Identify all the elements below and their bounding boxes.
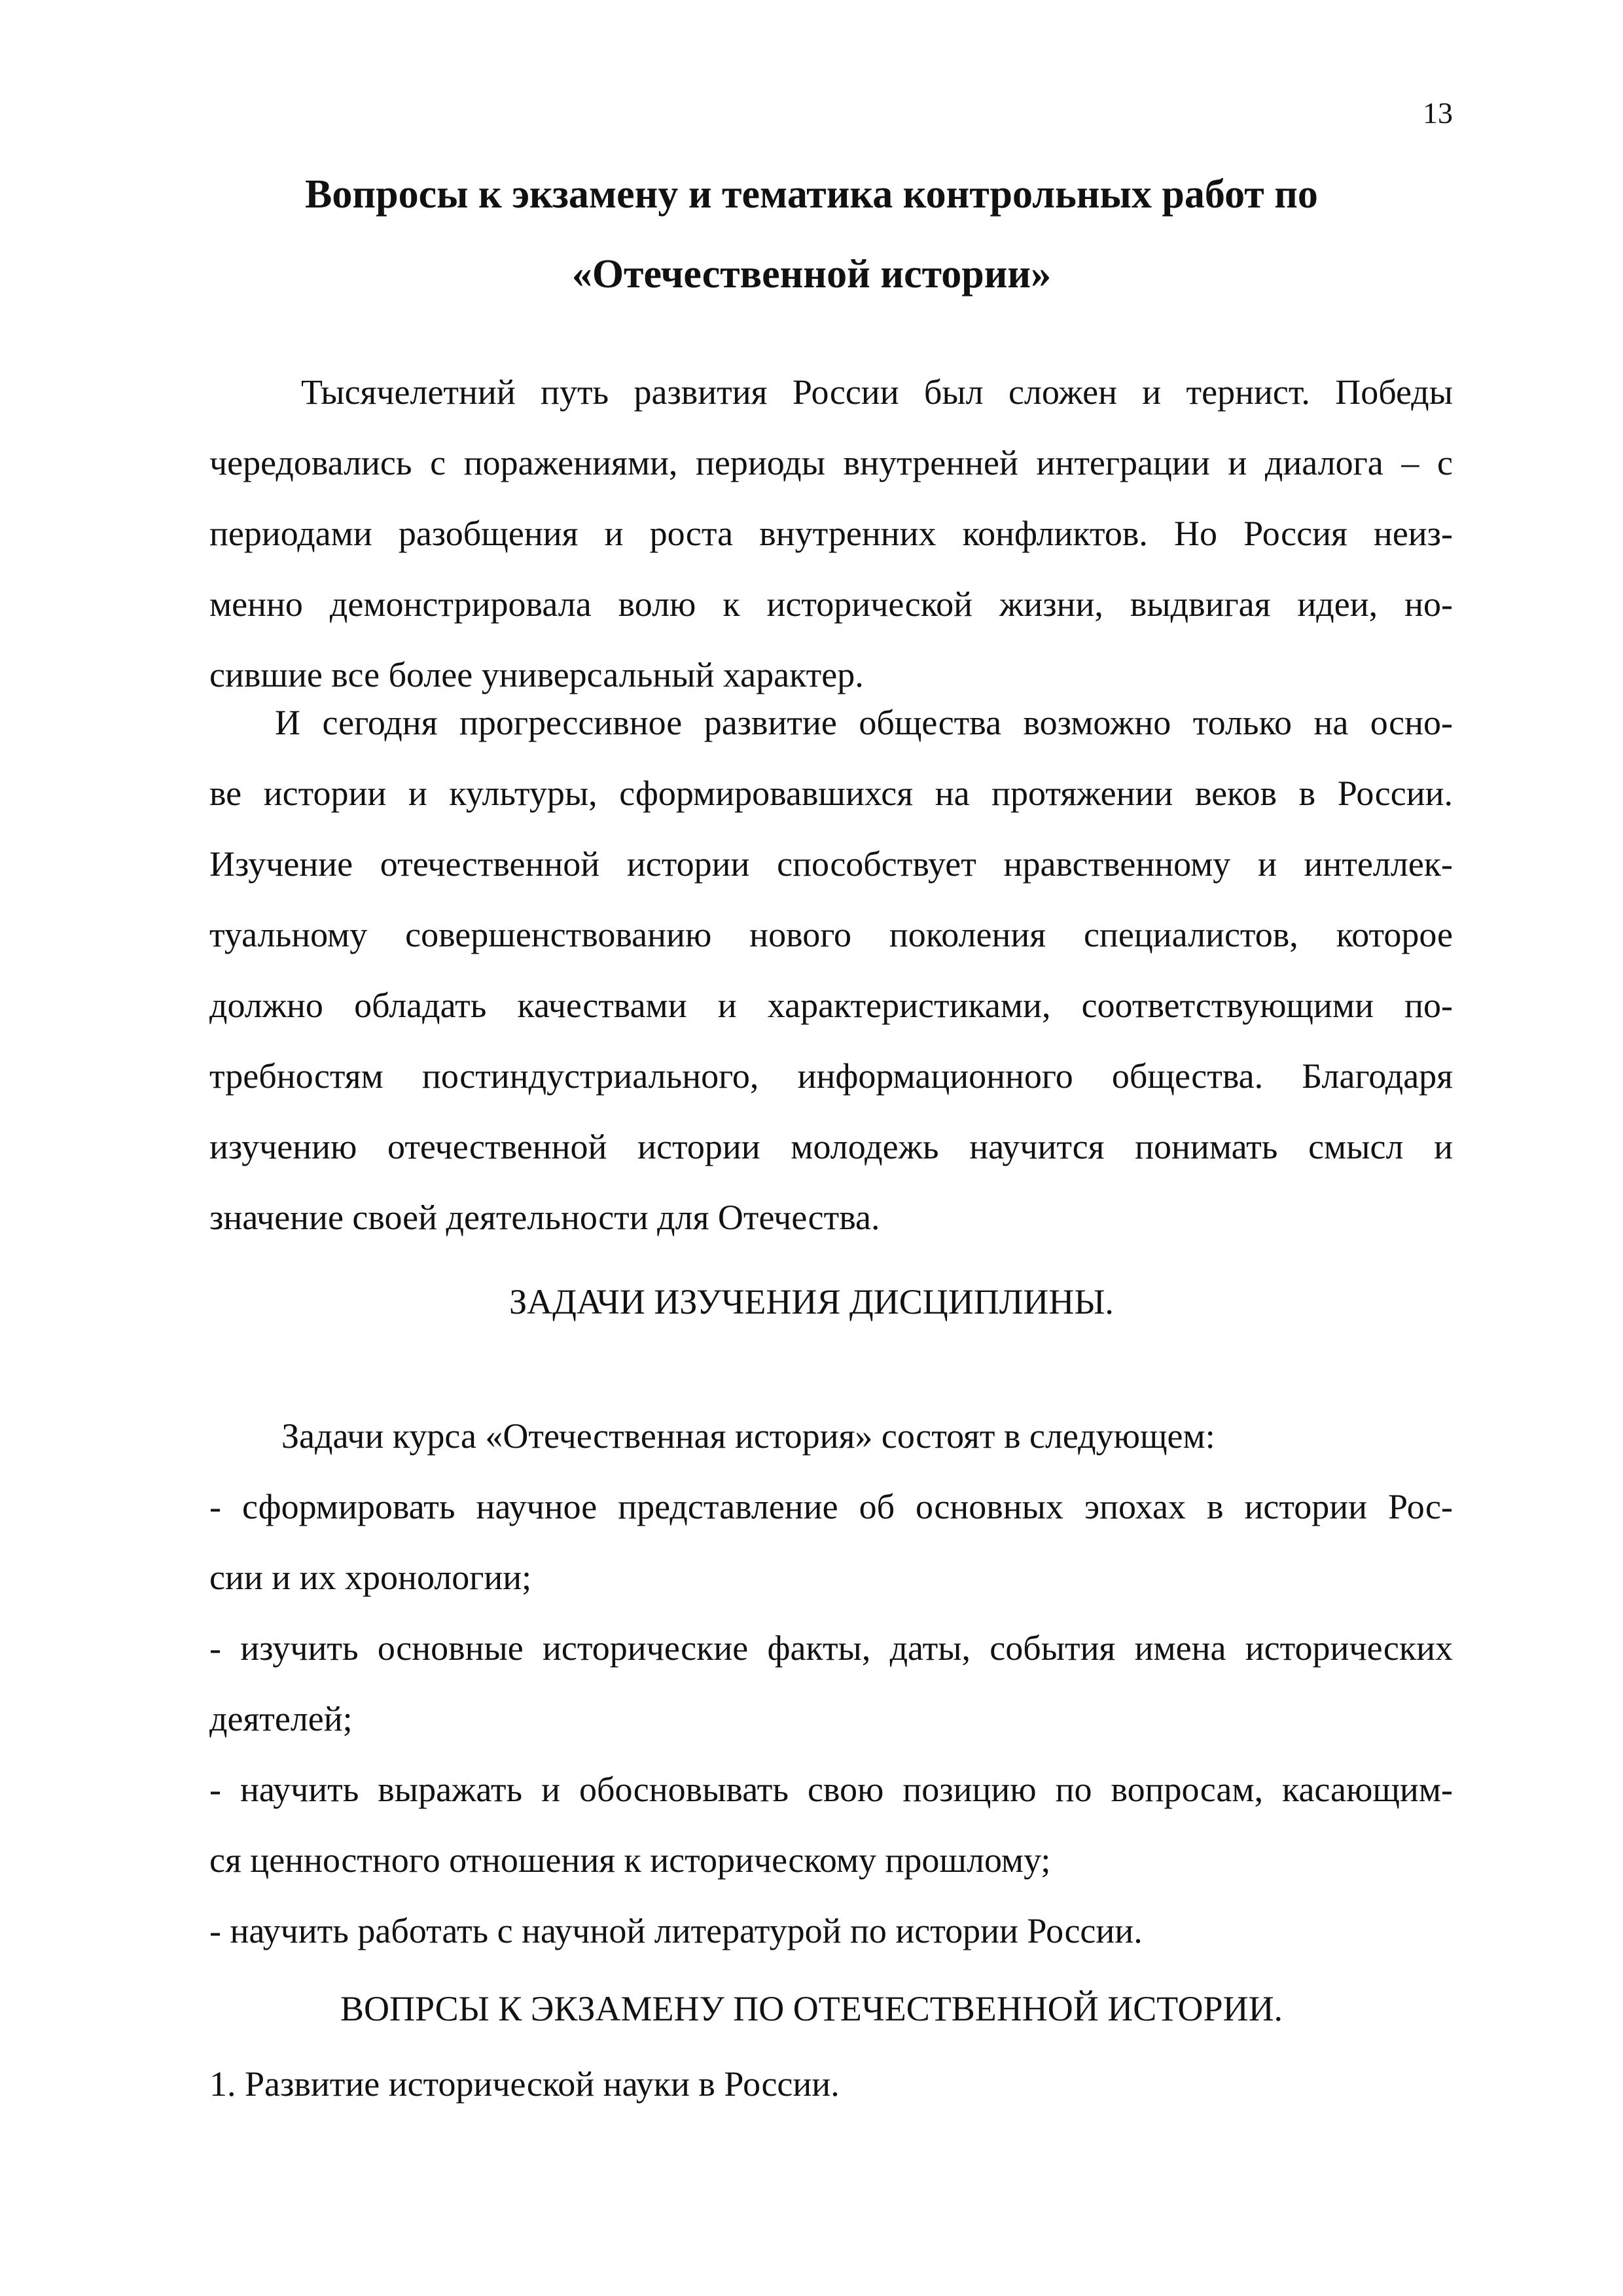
text-line: И сегодня прогрессивное развитие общества возможно только на осно- <box>275 703 1453 742</box>
tasks-intro-line: Задачи курса «Отечественная история» состоят в следующем: <box>281 1416 1215 1456</box>
list-item-line: - научить работать с научной литературой по истории России. <box>209 1911 1143 1950</box>
text-line: туальному совершенствованию нового поколения специалистов, которое <box>209 915 1453 954</box>
question-item: 1. Развитие исторической науки в России. <box>209 2064 840 2104</box>
questions-list <box>209 2049 1453 2119</box>
text-line: Тысячелетний путь развития России был сложен и тернист. Победы <box>301 372 1453 412</box>
tasks-heading: ЗАДАЧИ ИЗУЧЕНИЯ ДИСЦИПЛИНЫ. <box>509 1282 1114 1321</box>
list-item-line: - научить выражать и обосновывать свою позицию по вопросам, касающим- <box>209 1770 1453 1809</box>
text-line: сившие все более универсальный характер. <box>209 655 864 694</box>
text-line: значение своей деятельности для Отечества. <box>209 1198 880 1237</box>
text-line: должно обладать качествами и характеристиками, соответствующими по- <box>209 986 1453 1025</box>
text-line: Изучение отечественной истории способствует нравственному и интеллек- <box>209 844 1453 884</box>
list-item-line: сии и их хронологии; <box>209 1558 532 1597</box>
list-item-line: деятелей; <box>209 1699 353 1738</box>
intro-paragraph-1 <box>209 357 1453 710</box>
title-line-1: Вопросы к экзамену и тематика контрольных работ по <box>305 172 1318 217</box>
document-title <box>196 154 1427 314</box>
text-line: менно демонстрировала волю к исторической жизни, выдвигая идеи, но- <box>209 584 1453 624</box>
text-line: изучению отечественной истории молодежь научится понимать смысл и <box>209 1127 1453 1166</box>
list-item-line: - сформировать научное представление об основных эпохах в истории Рос- <box>209 1487 1453 1526</box>
tasks-list <box>209 1401 1453 1966</box>
page-number: 13 <box>1423 96 1453 130</box>
list-item-line: - изучить основные исторические факты, даты, события имена исторических <box>209 1628 1453 1668</box>
questions-heading: ВОПРСЫ К ЭКЗАМЕНУ ПО ОТЕЧЕСТВЕННОЙ ИСТОРИИ. <box>340 1989 1283 2028</box>
list-item-line: ся ценностного отношения к историческому прошлому; <box>209 1840 1051 1880</box>
text-line: чередовались с поражениями, периоды внутренней интеграции и диалога – с <box>209 443 1453 482</box>
text-line: периодами разобщения и роста внутренних конфликтов. Но Россия неиз- <box>209 514 1453 553</box>
text-line: требностям постиндустриального, информационного общества. Благодаря <box>209 1056 1453 1096</box>
text-line: ве истории и культуры, сформировавшихся на протяжении веков в России. <box>209 774 1453 813</box>
intro-paragraph-2 <box>209 687 1453 1253</box>
title-line-2: «Отечественной истории» <box>571 252 1052 296</box>
